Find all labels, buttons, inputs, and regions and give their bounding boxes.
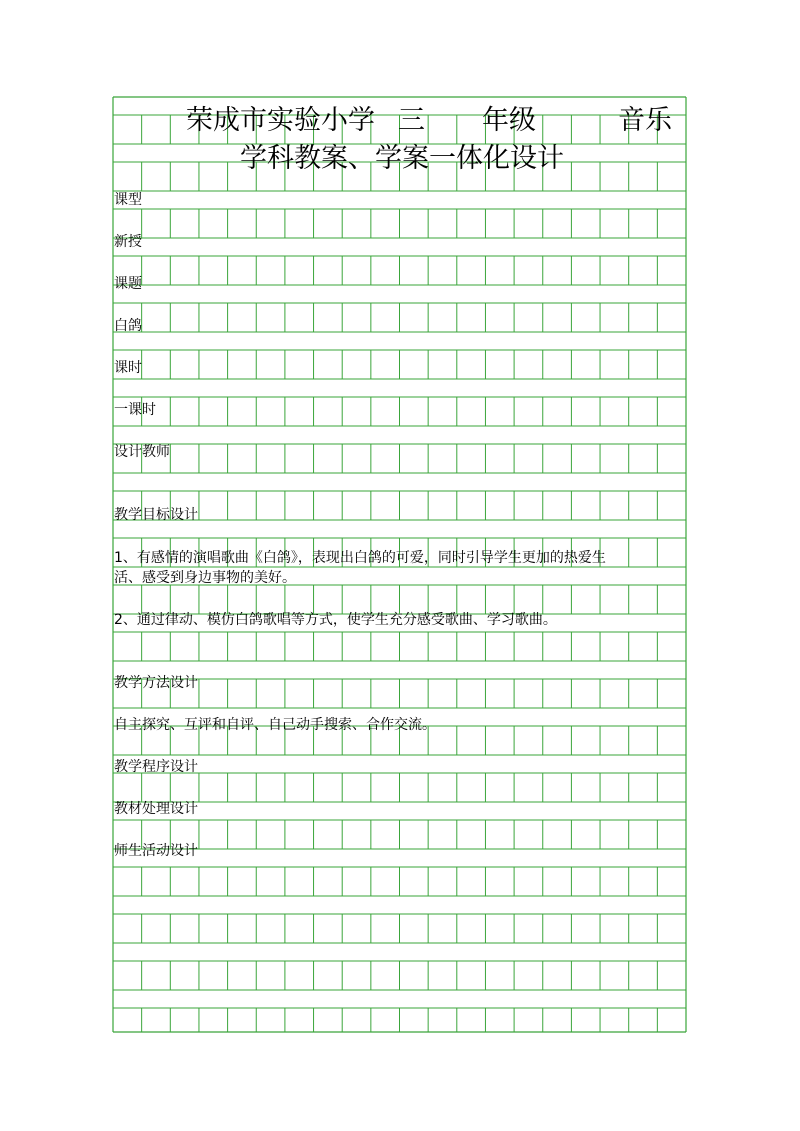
subject-name: 音乐: [618, 105, 672, 136]
grade-word: 年级: [482, 105, 536, 136]
methods-content: 自主探究、互评和自评、自己动手搜索、合作交流。: [114, 717, 436, 733]
page-subtitle: 学科教案、学案一体化设计: [240, 143, 564, 174]
lesson-type-label: 课型: [114, 192, 142, 208]
topic-label: 课题: [114, 276, 142, 292]
designer-label: 设计教师: [114, 444, 170, 460]
activity-heading: 师生活动设计: [114, 843, 198, 859]
grade-number: 三: [398, 105, 425, 136]
topic-value: 白鸽: [114, 318, 142, 334]
procedure-heading: 教学程序设计: [114, 759, 198, 775]
objective-2: 2、通过律动、模仿白鸽歌唱等方式，使学生充分感受歌曲、学习歌曲。: [114, 612, 557, 628]
material-heading: 教材处理设计: [114, 801, 198, 817]
period-label: 课时: [114, 360, 142, 376]
lesson-type-value: 新授: [114, 234, 142, 250]
methods-heading: 教学方法设计: [114, 675, 198, 691]
objectives-heading: 教学目标设计: [114, 507, 198, 523]
period-value: 一课时: [114, 402, 156, 418]
objective-1-line-1: 1、有感情的演唱歌曲《白鸽》，表现出白鸽的可爱，同时引导学生更加的热爱生: [114, 550, 606, 566]
objective-1-line-2: 活、感受到身边事物的美好。: [114, 570, 296, 586]
school-name: 荣成市实验小学: [186, 105, 375, 136]
